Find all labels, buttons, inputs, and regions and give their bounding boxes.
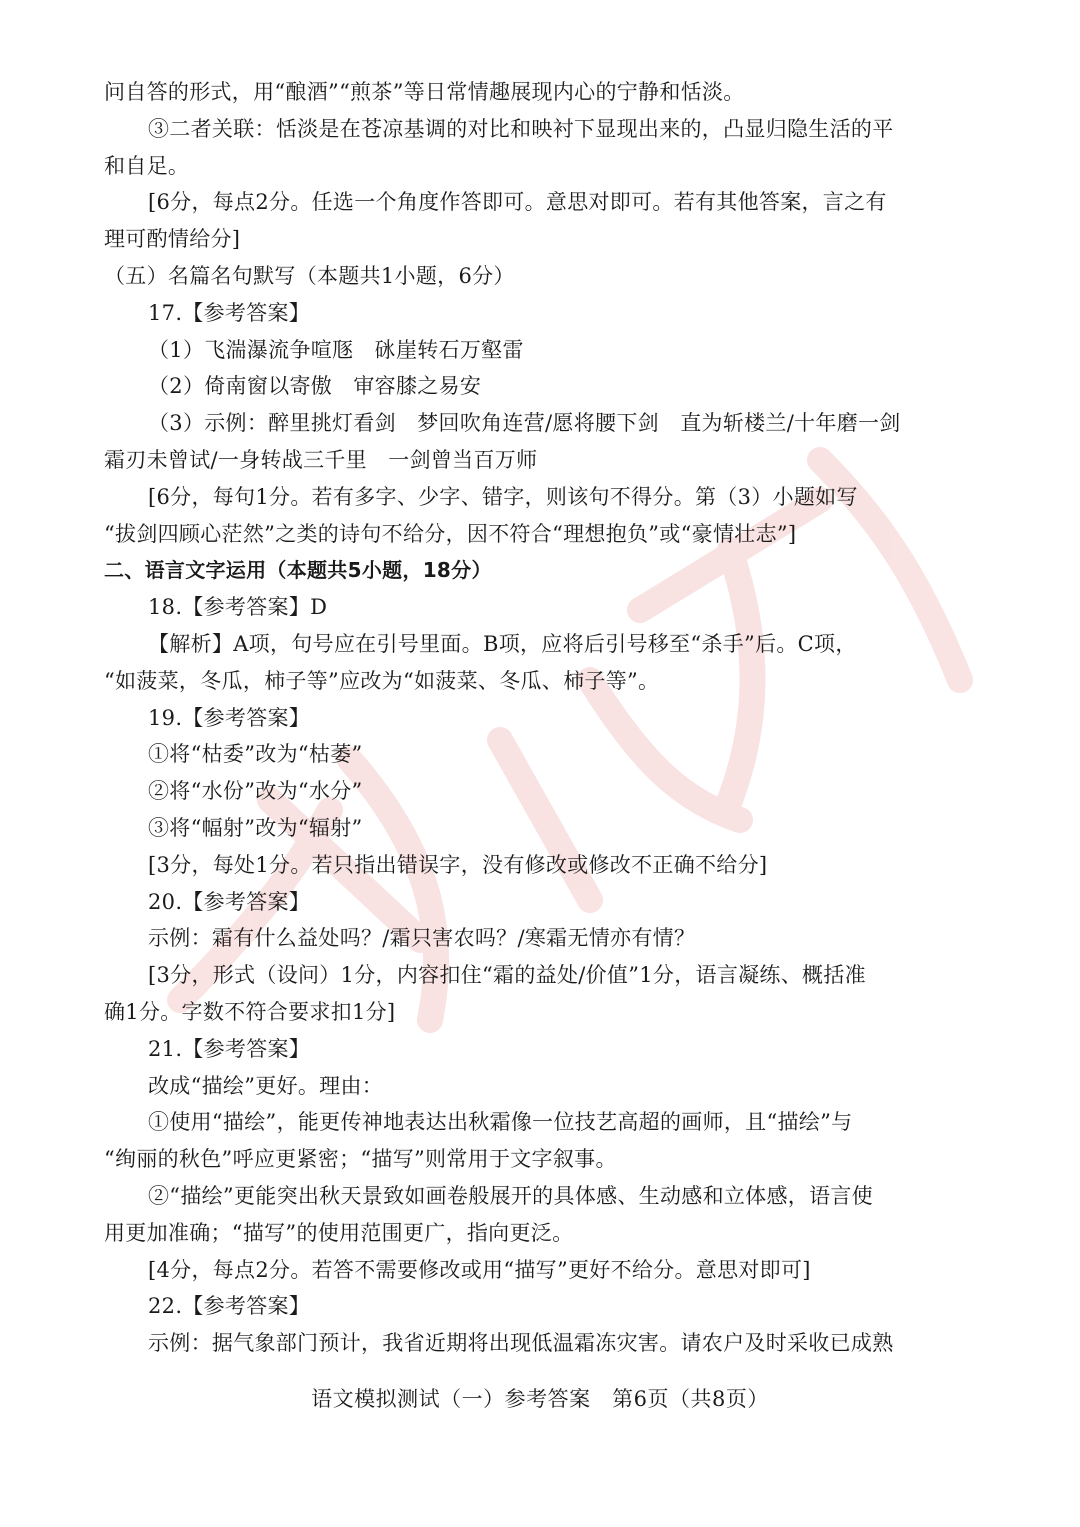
text-line: ②“描绘”更能突出秋天景致如画卷般展开的具体感、生动感和立体感，语言使: [148, 1183, 873, 1208]
text-line: “绚丽的秋色”呼应更紧密；“描写”则常用于文字叙事。: [104, 1147, 617, 1172]
text-line: [3分，形式（设问）1分，内容扣住“霜的益处/价值”1分，语言凝练、概括准: [148, 963, 866, 988]
section-heading: 二、语言文字运用（本题共5小题，18分）: [104, 558, 492, 583]
text-line: 确1分。字数不符合要求扣1分]: [104, 999, 396, 1024]
text-line: [4分，每点2分。若答不需要修改或用“描写”更好不给分。意思对即可]: [148, 1257, 811, 1282]
text-line: 示例：据气象部门预计，我省近期将出现低温霜冻灾害。请农户及时采收已成熟: [148, 1331, 894, 1356]
text-line: 和自足。: [104, 153, 190, 178]
text-line: 18.【参考答案】D: [148, 595, 328, 620]
text-line: 17.【参考答案】: [148, 300, 311, 325]
text-line: “如菠菜，冬瓜，柿子等”应改为“如菠菜、冬瓜、柿子等”。: [104, 668, 660, 693]
text-line: 用更加准确；“描写”的使用范围更广，指向更泛。: [104, 1220, 574, 1245]
text-line: 霜刃未曾试/一身转战三千里 一剑曾当百万师: [104, 447, 538, 472]
page-footer: 语文模拟测试（一）参考答案 第6页（共8页）: [311, 1387, 769, 1411]
text-line: 20.【参考答案】: [148, 889, 311, 914]
text-line: （3）示例：醉里挑灯看剑 梦回吹角连营/愿将腰下剑 直为斩楼兰/十年磨一剑: [148, 411, 901, 436]
text-line: （五）名篇名句默写（本题共1小题，6分）: [104, 263, 515, 288]
text-line: 21.【参考答案】: [148, 1036, 311, 1061]
text-line: 改成“描绘”更好。理由：: [148, 1073, 384, 1098]
text-line: ①将“枯委”改为“枯萎”: [148, 742, 363, 767]
text-line: [6分，每点2分。任选一个角度作答即可。意思对即可。若有其他答案，言之有: [148, 190, 887, 215]
answer-page: [104, 74, 954, 1362]
text-line: ①使用“描绘”，能更传神地表达出秋霜像一位技艺高超的画师，且“描绘”与: [148, 1110, 853, 1135]
text-line: [3分，每处1分。若只指出错误字，没有修改或修改不正确不给分]: [148, 852, 768, 877]
text-line: 理可酌情给分]: [104, 227, 241, 252]
text-line: ②将“水份”改为“水分”: [148, 779, 363, 804]
text-line: ③将“幅射”改为“辐射”: [148, 815, 363, 840]
text-line: （2）倚南窗以寄傲 审容膝之易安: [148, 374, 482, 399]
text-line: ③二者关联：恬淡是在苍凉基调的对比和映衬下显现出来的，凸显归隐生活的平: [148, 116, 894, 141]
text-line: 【解析】A项，句号应在引号里面。B项，应将后引号移至“杀手”后。C项，: [148, 631, 857, 656]
text-line: “拔剑四顾心茫然”之类的诗句不给分，因不符合“理想抱负”或“豪情壮志”]: [104, 521, 797, 546]
text-line: [6分，每句1分。若有多字、少字、错字，则该句不得分。第（3）小题如写: [148, 484, 858, 509]
text-line: 19.【参考答案】: [148, 705, 311, 730]
text-line: （1）飞湍瀑流争喧豗 砯崖转石万壑雷: [148, 337, 524, 362]
text-line: 问自答的形式，用“酿酒”“煎茶”等日常情趣展现内心的宁静和恬淡。: [104, 80, 745, 104]
text-line: 示例：霜有什么益处吗？/霜只害农吗？/寒霜无情亦有情？: [148, 926, 696, 951]
text-line: 22.【参考答案】: [148, 1294, 311, 1319]
